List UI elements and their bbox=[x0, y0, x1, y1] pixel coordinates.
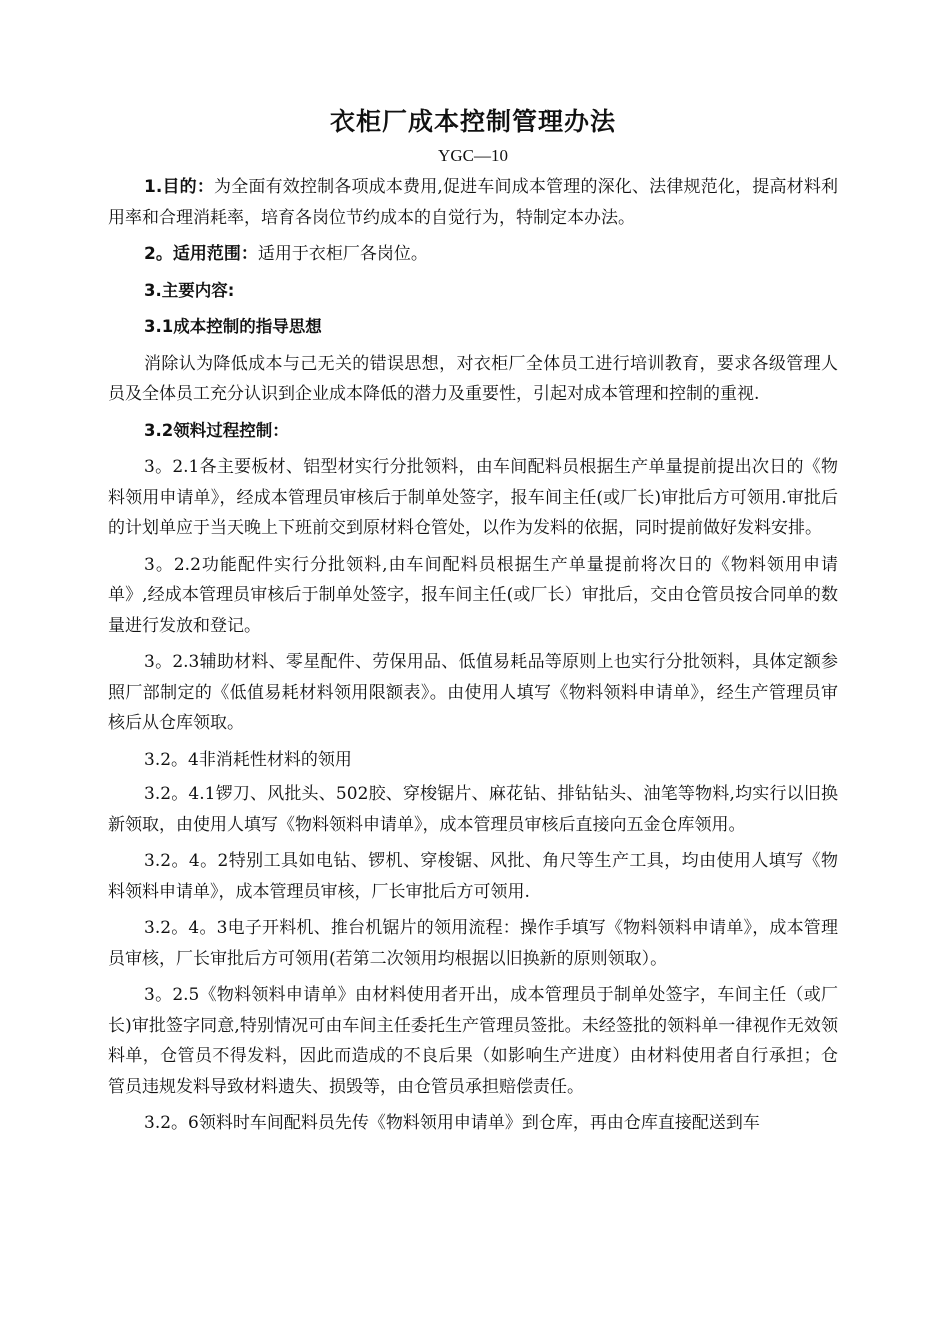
section-scope bbox=[108, 239, 838, 270]
document-title: 衣柜厂成本控制管理办法 bbox=[329, 107, 616, 136]
section-3-1-text: 消除认为降低成本与己无关的错误思想，对衣柜厂全体员工进行培训教育，要求各级管理人员及全体员工充分认识到企业成本降低的潜力及重要性，引起对成本管理和控制的重视. bbox=[108, 353, 838, 404]
paragraph-3-2-4-1: 3.2。4.1锣刀、风批头、502胶、穿梭锯片、麻花钻、排钻钻头、油笔等物料,均实行以旧换新领取，由使用人填写《物料领料申请单》，成本管理员审核后直接向五金仓库领用。 bbox=[108, 784, 838, 835]
paragraph-3-2-5: 3。2.5《物料领料申请单》由材料使用者开出，成本管理员于制单处签字，车间主任（或厂长)审批签字同意,特别情况可由车间主任委托生产管理员签批。未经签批的领料单一律视作无效领料单，仓管员不得发料，因此而造成的不良后果（如影响生产进度）由材料使用者自行承担；仓管员违规发料导致材料遗失、损毁等，由仓管员承担赔偿责任。 bbox=[108, 985, 838, 1097]
paragraph-3-2-2: 3。2.2功能配件实行分批领料,由车间配料员根据生产单量提前将次日的《物料领用申请单》,经成本管理员审核后于制单处签字，报车间主任(或厂长）审批后，交由仓管员按合同单的数量进行发放和登记。 bbox=[108, 554, 838, 636]
section-scope-label: 2。适用范围： bbox=[144, 244, 258, 264]
section-purpose bbox=[108, 172, 838, 233]
section-3-1-heading: 3.1成本控制的指导思想 bbox=[144, 317, 322, 336]
paragraph-3-2-4-3: 3.2。4。3电子开料机、推台机锯片的领用流程：操作手填写《物料领料申请单》，成本管理员审核，厂长审批后方可领用(若第二次领用均根据以旧换新的原则领取）。 bbox=[108, 918, 838, 969]
paragraph-3-2-4: 3.2。4非消耗性材料的领用 bbox=[144, 749, 352, 770]
section-3-2-heading: 3.2领料过程控制： bbox=[144, 420, 289, 440]
document-page bbox=[108, 104, 838, 1145]
paragraph-3-2-1: 3。2.1各主要板材、铝型材实行分批领料，由车间配料员根据生产单量提前提出次日的《物料领用申请单》，经成本管理员审核后于制单处签字，报车间主任(或厂长)审批后方可领用.审批后的计划单应于当天晚上下班前交到原材料仓管处，以作为发料的依据，同时提前做好发料安排。 bbox=[108, 457, 838, 538]
paragraph-3-2-3: 3。2.3辅助材料、零星配件、劳保用品、低值易耗品等原则上也实行分批领料，具体定额参照厂部制定的《低值易耗材料领用限额表》。由使用人填写《物料领料申请单》，经生产管理员审核后从仓库领取。 bbox=[108, 652, 838, 733]
document-code: YGC—10 bbox=[438, 146, 508, 165]
section-purpose-text: 为全面有效控制各项成本费用,促进车间成本管理的深化、法律规范化，提高材料利用率和合理消耗率，培育各岗位节约成本的自觉行为，特制定本办法。 bbox=[108, 177, 839, 228]
section-purpose-label: 1.目的： bbox=[144, 177, 215, 197]
section-main-heading: 3.主要内容: bbox=[144, 280, 235, 300]
paragraph-3-2-6: 3.2。6领料时车间配料员先传《物料领用申请单》到仓库，再由仓库直接配送到车 bbox=[144, 1113, 760, 1133]
section-scope-text: 适用于衣柜厂各岗位。 bbox=[257, 244, 428, 264]
paragraph-3-2-4-2: 3.2。4。2特别工具如电钻、锣机、穿梭锯、风批、角尺等生产工具，均由使用人填写《物料领料申请单》，成本管理员审核，厂长审批后方可领用. bbox=[108, 851, 838, 902]
